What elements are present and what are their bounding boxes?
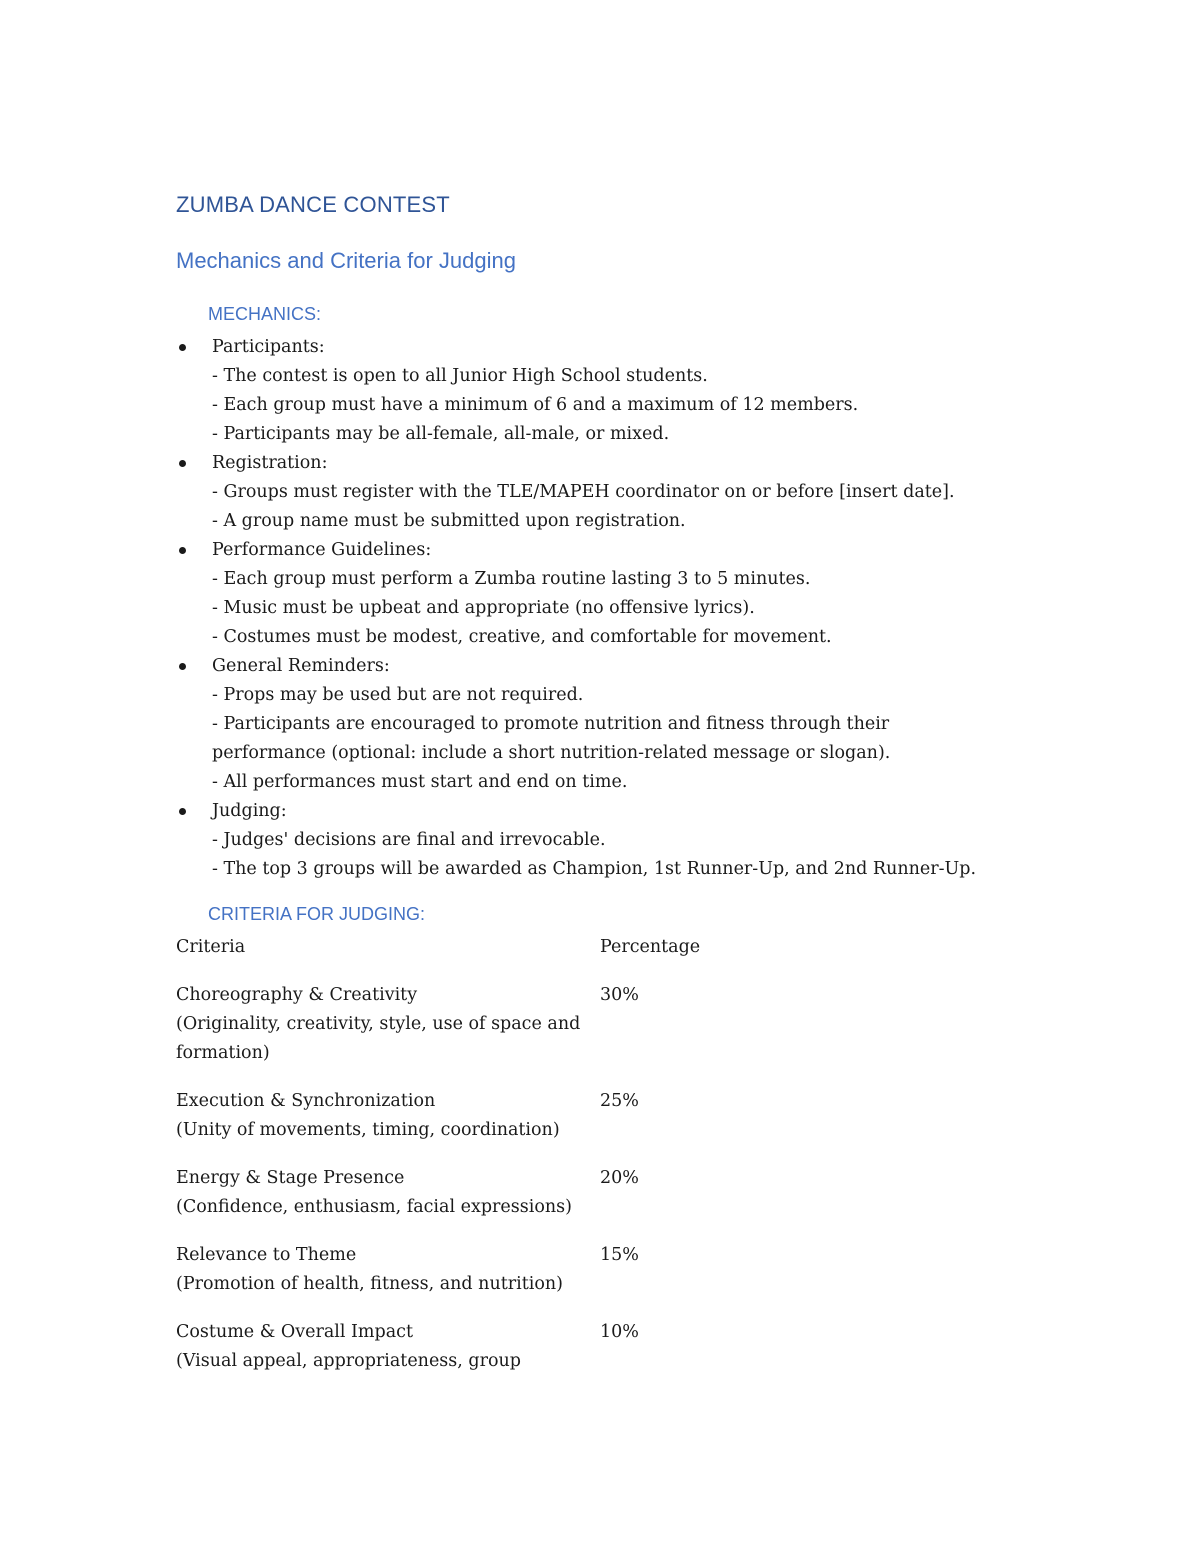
bullet-icon: [176, 449, 188, 478]
mechanics-line: - Costumes must be modest, creative, and comfortable for movement.: [212, 627, 832, 647]
mechanics-line: - All performances must start and end on time.: [212, 772, 628, 792]
mechanics-line: - Each group must perform a Zumba routine lasting 3 to 5 minutes.: [212, 569, 811, 589]
mechanics-item-label: Performance Guidelines:: [212, 540, 432, 560]
bullet-icon: [176, 652, 188, 681]
bullet-icon: [176, 536, 188, 565]
mechanics-line: - Participants may be all-female, all-male, or mixed.: [212, 424, 670, 444]
mechanics-line: - Each group must have a minimum of 6 and a maximum of 12 members.: [212, 395, 859, 415]
mechanics-list: [176, 333, 1036, 884]
criteria-description: (Promotion of health, fitness, and nutrition): [176, 1274, 563, 1294]
mechanics-item-label: Participants:: [212, 337, 325, 357]
criteria-cell: [176, 1087, 600, 1145]
criteria-heading: CRITERIA FOR JUDGING:: [208, 904, 426, 924]
mechanics-line: - The contest is open to all Junior High School students.: [212, 366, 708, 386]
criteria-header-percentage: Percentage: [600, 937, 701, 957]
criteria-percentage: 30%: [600, 985, 639, 1005]
mechanics-line: - Judges' decisions are final and irrevocable.: [212, 830, 606, 850]
criteria-row: [176, 1241, 876, 1299]
doc-subtitle: Mechanics and Criteria for Judging: [176, 248, 516, 273]
criteria-row: [176, 1318, 876, 1376]
mechanics-item: [176, 797, 1036, 884]
criteria-table: [176, 933, 876, 1395]
mechanics-line: - Groups must register with the TLE/MAPEH coordinator on or before [insert date].: [212, 482, 955, 502]
criteria-header-row: [176, 933, 876, 962]
criteria-description: (Visual appeal, appropriateness, group: [176, 1351, 521, 1371]
criteria-percentage: 20%: [600, 1168, 639, 1188]
mechanics-line: - The top 3 groups will be awarded as Champion, 1st Runner-Up, and 2nd Runner-Up.: [212, 859, 977, 879]
criteria-description: (Originality, creativity, style, use of space and formation): [176, 1014, 581, 1063]
mechanics-item: [176, 652, 1036, 797]
criteria-percentage: 10%: [600, 1322, 639, 1342]
criteria-cell: [176, 1318, 600, 1376]
criteria-name: Relevance to Theme: [176, 1245, 357, 1265]
mechanics-item-label: Registration:: [212, 453, 328, 473]
criteria-name: Choreography & Creativity: [176, 985, 418, 1005]
criteria-cell: [176, 1241, 600, 1299]
criteria-cell: [176, 1164, 600, 1222]
criteria-row: [176, 1164, 876, 1222]
mechanics-item: [176, 449, 1036, 536]
criteria-row: [176, 981, 876, 1068]
bullet-icon: [176, 333, 188, 362]
mechanics-line: - Participants are encouraged to promote nutrition and fitness through their performance (optional: include a short nutrition-related message or slogan).: [212, 714, 891, 763]
criteria-header-name: Criteria: [176, 937, 246, 957]
criteria-cell: [176, 981, 600, 1068]
mechanics-item: [176, 333, 1036, 449]
mechanics-line: - Music must be upbeat and appropriate (no offensive lyrics).: [212, 598, 755, 618]
doc-title: ZUMBA DANCE CONTEST: [176, 192, 450, 217]
mechanics-line: - Props may be used but are not required.: [212, 685, 584, 705]
criteria-name: Costume & Overall Impact: [176, 1322, 413, 1342]
mechanics-line: - A group name must be submitted upon registration.: [212, 511, 686, 531]
mechanics-item-label: General Reminders:: [212, 656, 390, 676]
mechanics-heading: MECHANICS:: [208, 304, 322, 324]
criteria-description: (Unity of movements, timing, coordination): [176, 1120, 560, 1140]
criteria-row: [176, 1087, 876, 1145]
mechanics-item: [176, 536, 1036, 652]
criteria-percentage: 15%: [600, 1245, 639, 1265]
criteria-percentage: 25%: [600, 1091, 639, 1111]
mechanics-item-label: Judging:: [212, 801, 287, 821]
criteria-name: Execution & Synchronization: [176, 1091, 436, 1111]
criteria-name: Energy & Stage Presence: [176, 1168, 405, 1188]
criteria-description: (Confidence, enthusiasm, facial expressions): [176, 1197, 572, 1217]
bullet-icon: [176, 797, 188, 826]
